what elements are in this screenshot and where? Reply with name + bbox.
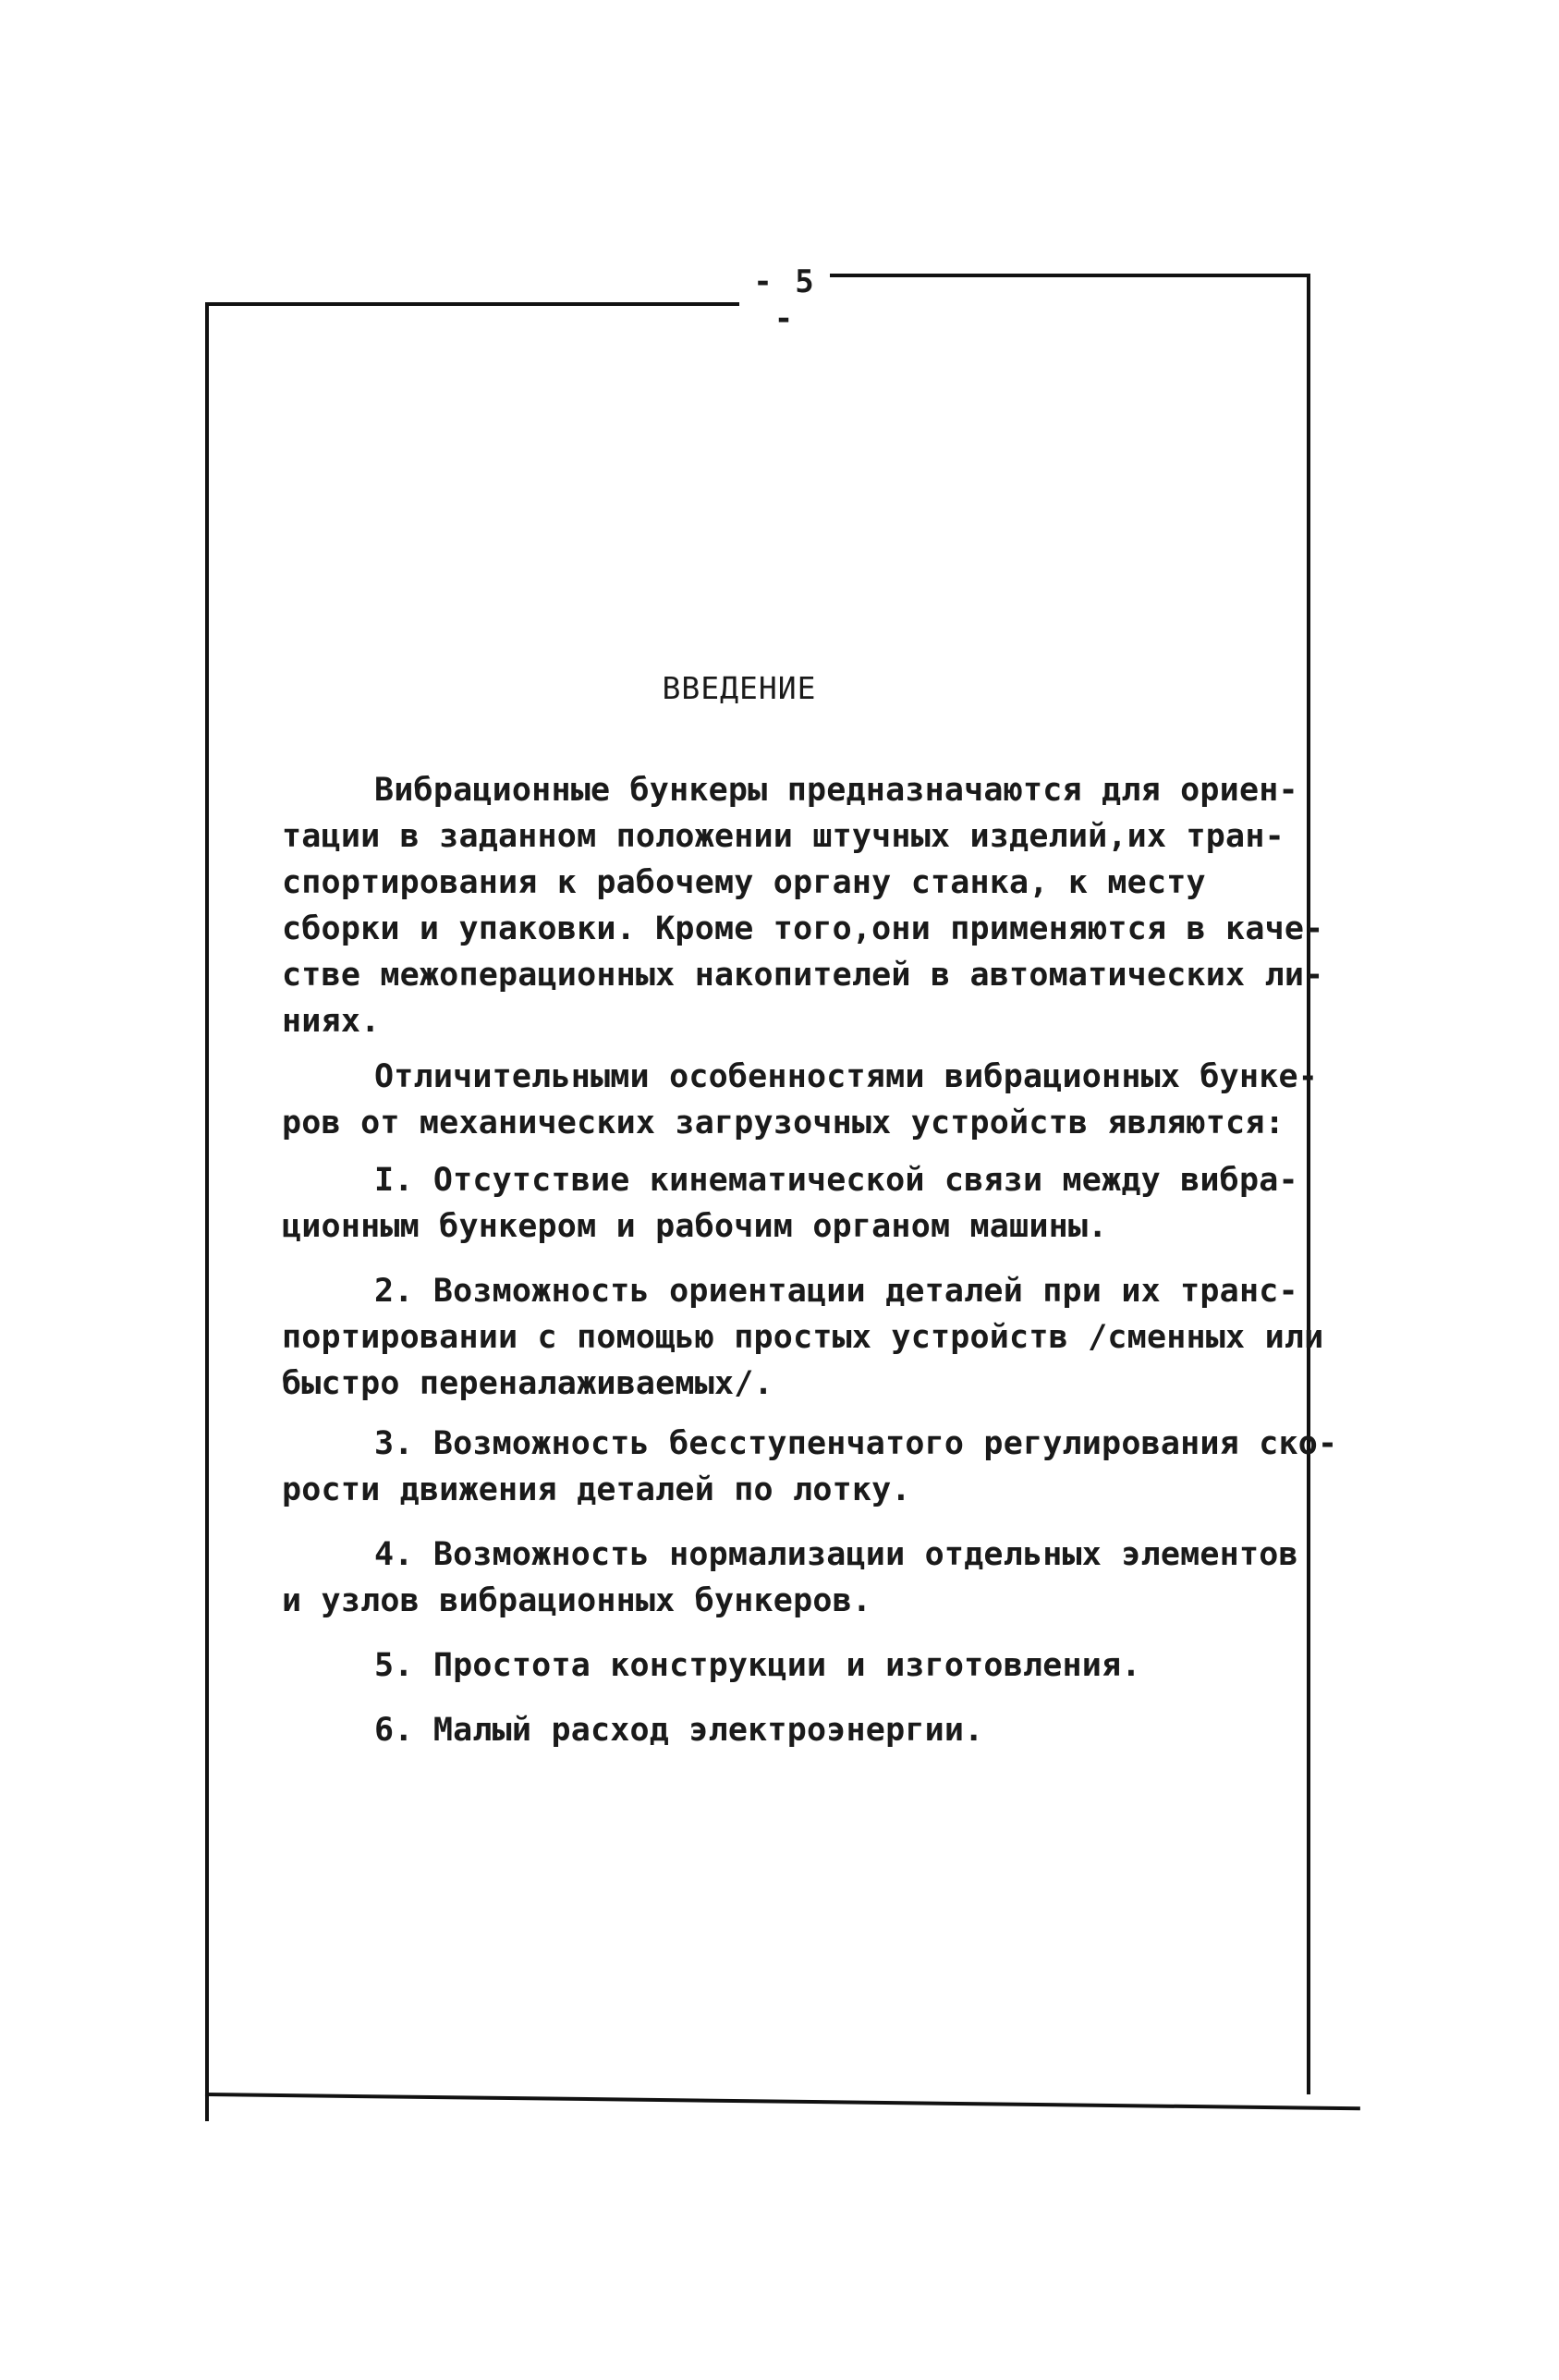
features-intro-line: ров от механических загрузочных устройств являются: — [282, 1105, 1285, 1141]
list-item-line: портировании с помощью простых устройств /сменных или — [282, 1319, 1324, 1356]
list-item-line: 4. Возможность нормализации отдельных элементов — [374, 1536, 1298, 1573]
list-item-line: 6. Малый расход электроэнергии. — [374, 1712, 984, 1749]
frame-bottom-line — [205, 2093, 1360, 2110]
list-item-line: 3. Возможность бесступенчатого регулирования ско- — [374, 1425, 1338, 1462]
list-item-line: 5. Простота конструкции и изготовления. — [374, 1647, 1141, 1684]
features-intro-line: Отличительными особенностями вибрационных бунке- — [374, 1058, 1319, 1095]
list-item-line: I. Отсутствие кинематической связи между вибра- — [374, 1162, 1298, 1199]
intro-line: спортирования к рабочему органу станка, к месту — [282, 864, 1206, 901]
intro-line: стве межоперационных накопителей в автоматических ли- — [282, 957, 1324, 994]
page-title: ВВЕДЕНИЕ — [662, 670, 817, 706]
list-item-line: быстро переналаживаемых/. — [282, 1365, 773, 1402]
frame-left-line — [205, 302, 209, 2121]
frame-top-right-line — [830, 274, 1310, 277]
page-number: - 5 - — [753, 263, 816, 337]
intro-line: сборки и упаковки. Кроме того,они применяются в каче- — [282, 910, 1324, 947]
intro-line: ниях. — [282, 1003, 381, 1040]
intro-line: тации в заданном положении штучных изделий,их тран- — [282, 818, 1285, 855]
frame-right-line — [1307, 274, 1310, 2094]
list-item-line: и узлов вибрационных бункеров. — [282, 1582, 872, 1619]
list-item-line: ционным бункером и рабочим органом машины. — [282, 1208, 1108, 1245]
list-item-line: 2. Возможность ориентации деталей при их транс- — [374, 1273, 1298, 1310]
intro-line: Вибрационные бункеры предназначаются для ориен- — [374, 772, 1298, 809]
frame-top-left-line — [205, 302, 739, 306]
list-item-line: рости движения деталей по лотку. — [282, 1471, 911, 1508]
